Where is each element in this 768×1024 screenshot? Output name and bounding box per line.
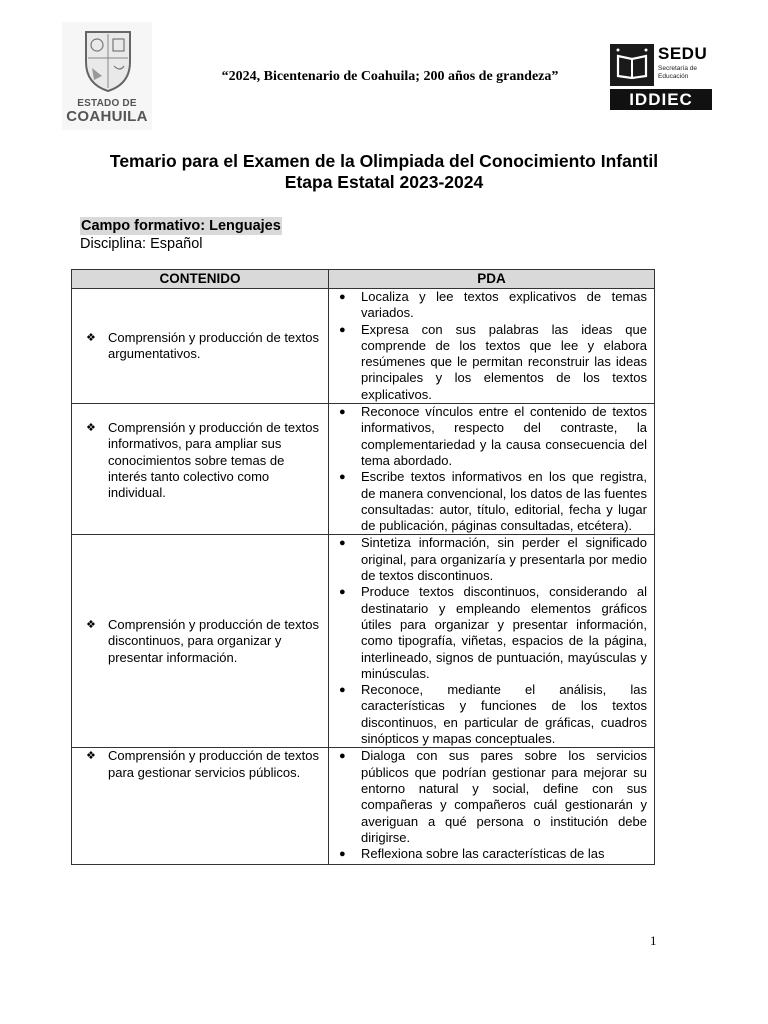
title-line-2: Etapa Estatal 2023-2024 [284,172,484,192]
pda-text: Expresa con sus palabras las ideas que comprende de los textos que lee y elabora resúmenes que le permitan reconstruir las ideas principales y los elementos de los textos explicativos. [361,321,647,402]
book-icon [610,44,654,86]
table-row [72,404,655,535]
list-item [339,535,647,584]
table-row [72,748,655,865]
table-row [72,289,655,404]
syllabus-table [71,269,655,865]
content-text: Comprensión y producción de textos argumentativos. [108,329,320,362]
bullet-icon: ● [339,750,346,763]
pda-text: Escribe textos informativos en los que registra, de manera convencional, los datos de las fuentes consultadas: autor, título, editorial, fecha y lugar de publicación, páginas consultadas, etcétera). [361,469,647,534]
content-text: Comprensión y producción de textos informativos, para ampliar sus conocimientos sobre temas de interés tanto colectivo como individual. [108,420,320,501]
disciplina: Disciplina: Español [80,236,203,252]
coahuila-logo [62,22,152,130]
list-item [339,846,647,862]
content-text: Comprensión y producción de textos para gestionar servicios públicos. [108,748,320,780]
header-motto: “2024, Bicentenario de Coahuila; 200 años de grandeza” [221,69,559,84]
header-pda: PDA [329,270,655,289]
sedu-subtitle-line-2: Educación [658,73,689,80]
content-cell [72,535,329,748]
bullet-icon: ● [339,291,346,303]
content-text: Comprensión y producción de textos discontinuos, para organizar y presentar información. [108,616,320,665]
diamond-bullet-icon: ❖ [86,331,96,344]
pda-text: Localiza y lee textos explicativos de temas variados. [361,289,647,321]
pda-text: Reflexiona sobre las características de las [361,846,605,862]
pda-cell [329,289,655,404]
sedu-label: SEDU [658,44,708,63]
diamond-bullet-icon: ❖ [86,618,96,631]
header-contenido: CONTENIDO [72,270,329,289]
list-item [339,748,647,846]
pda-cell [329,404,655,535]
content-cell [72,404,329,535]
campo-formativo: Campo formativo: Lenguajes [81,218,281,234]
logo-title: COAHUILA [66,108,148,125]
list-item [339,469,647,534]
bullet-icon: ● [339,323,346,336]
diamond-bullet-icon: ❖ [86,422,96,435]
logo-subtitle: ESTADO DE [77,98,137,109]
bullet-icon: ● [339,406,346,419]
pda-text: Sintetiza información, sin perder el significado original, para organizaría y presentarla por medio de textos discontinuos. [361,535,647,584]
bullet-icon: ● [339,848,346,861]
sedu-iddiec-logo [610,44,712,110]
table-row [72,535,655,748]
pda-text: Reconoce vínculos entre el contenido de textos informativos, respecto del contraste, la complementariedad y la causa consecuencia del tema abordado. [361,404,647,468]
bullet-icon: ● [339,537,346,550]
list-item [339,289,647,322]
table-header-row [72,270,655,289]
bullet-icon: ● [339,586,346,599]
diamond-bullet-icon: ❖ [86,750,96,763]
list-item [339,404,647,469]
pda-cell [329,535,655,748]
pda-cell [329,748,655,865]
sedu-subtitle [658,65,697,81]
coat-of-arms-icon [80,28,136,94]
list-item [339,682,647,747]
sedu-subtitle-line-1: Secretaría de [658,65,698,72]
content-cell [72,289,329,404]
page-number: 1 [650,933,657,948]
list-item [339,322,647,403]
pda-text: Reconoce, mediante el análisis, las características y funciones de los textos discontinuos, en particular de gráficas, cuadros sinópticos y mapas conceptuales. [361,682,647,747]
iddiec-label: IDDIEC [610,89,712,110]
content-cell [72,748,329,865]
bullet-icon: ● [339,684,346,697]
pda-text: Produce textos discontinuos, considerando al destinatario y empleando elementos gráficos útiles para organizar y presentar información, como tipografía, viñetas, espacios de la página, interlineado, signos de puntuación, mayúsculas y minúsculas. [361,584,647,681]
document-title [60,151,708,193]
title-line-1: Temario para el Examen de la Olimpiada del Conocimiento Infantil [109,151,659,171]
pda-text: Dialoga con sus pares sobre los servicios públicos que podrían gestionar para mejorar su entorno natural y social, define con sus compañeras y compañeros cuál gestionarán y averiguan a qué persona o institución debe dirigirse. [361,748,647,845]
bullet-icon: ● [339,471,346,484]
list-item [339,584,647,682]
